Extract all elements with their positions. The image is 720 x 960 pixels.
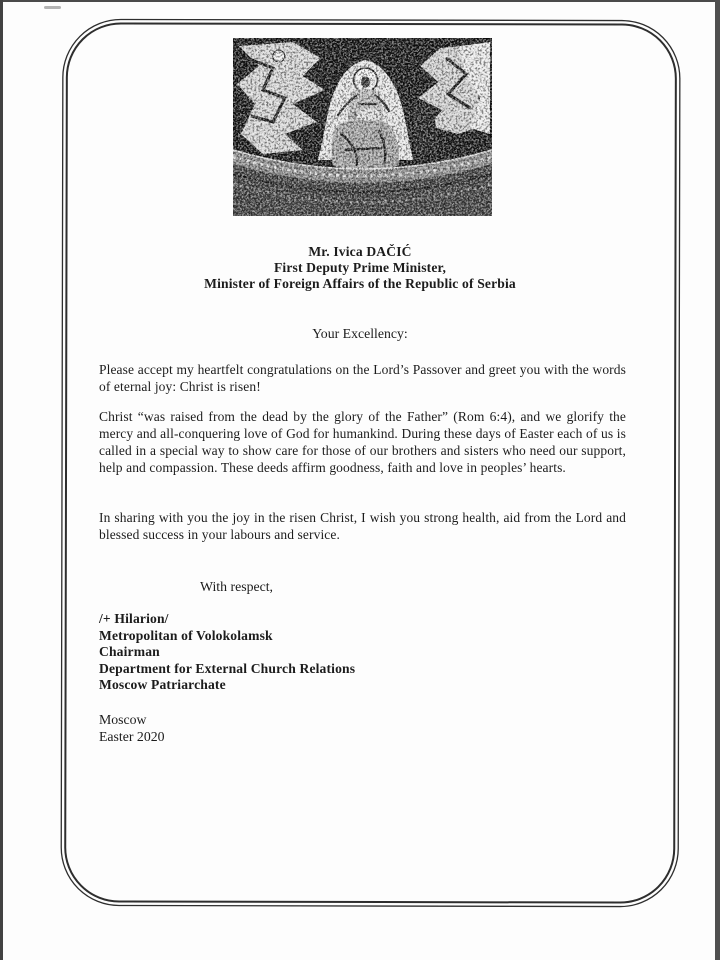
date-line: Easter 2020 (99, 729, 165, 744)
addressee-title-1: First Deputy Prime Minister, (273, 260, 447, 276)
signature-title-4: Moscow Patriarchate (99, 677, 226, 693)
body-paragraph-3: In sharing with you the joy in the risen Christ, I wish you strong health, aid from the Lord and blessed success in your labours and service. (99, 510, 626, 542)
signature-block (99, 611, 355, 694)
signature-title-1: Metropolitan of Volokolamsk (99, 627, 273, 643)
addressee-title-2: Minister of Foreign Affairs of the Republic of Serbia (204, 276, 516, 292)
place-line: Moscow (99, 712, 147, 727)
closing-phrase: With respect, (200, 579, 273, 594)
addressee-name: Mr. Ivica DAČIĆ (308, 244, 412, 259)
signature-title-3: Department for External Church Relations (99, 660, 356, 676)
resurrection-fresco-image (233, 38, 492, 216)
signature-title-2: Chairman (99, 644, 160, 660)
body-paragraph-1: Please accept my heartfelt congratulations on the Lord’s Passover and greet you with the words of eternal joy: Christ is risen! (99, 362, 626, 394)
salutation: Your Excellency: (312, 326, 408, 341)
place-date-block (99, 711, 165, 745)
addressee-block (0, 244, 720, 293)
body-paragraph-2: Christ “was raised from the dead by the glory of the Father” (Rom 6:4), and we glorify the mercy and all-conquering love of God for humankind. During these days of Easter each of us is called in a special way to show care for those of our brothers and sisters who need our support, help and compassion. These deeds affirm goodness, faith and love in peoples’ hearts. (99, 409, 626, 475)
signature-name: /+ Hilarion/ (99, 611, 169, 626)
